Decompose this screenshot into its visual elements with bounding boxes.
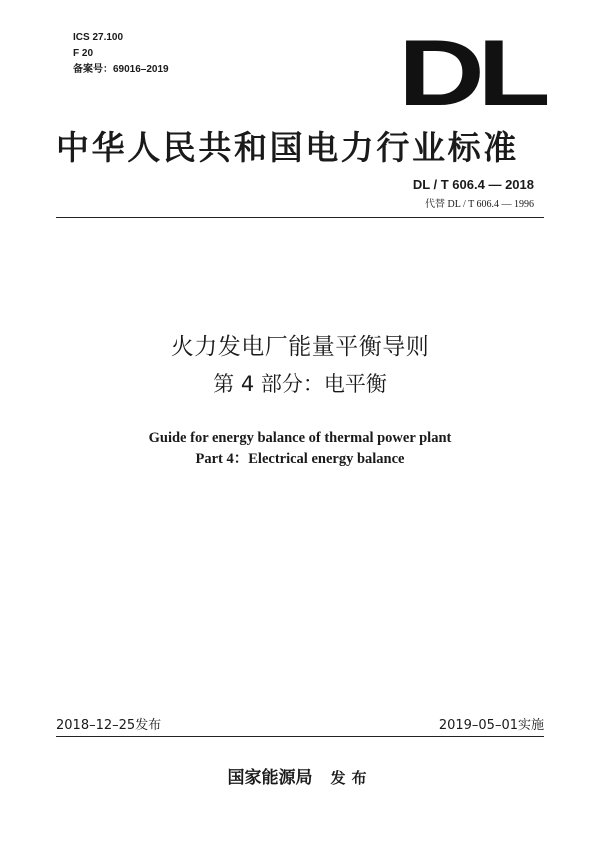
standard-number: DL / T 606.4 — 2018 xyxy=(412,177,534,192)
issuer-verb: 发布 xyxy=(330,769,373,787)
standard-category-title: 中华人民共和国电力行业标准 xyxy=(56,128,519,167)
document-title-en xyxy=(0,428,600,470)
document-title-en-line2: Part 4：Electrical energy balance xyxy=(195,451,405,467)
effective-date: 2019–05–01实施 xyxy=(438,718,544,733)
dl-logo: DL xyxy=(398,20,544,125)
document-subtitle-cn: 第 4 部分：电平衡 xyxy=(213,372,387,396)
footer-divider xyxy=(56,736,544,737)
issuer-name: 国家能源局 xyxy=(227,768,313,788)
header-divider xyxy=(56,217,544,218)
ics-code: ICS 27.100 xyxy=(73,32,124,43)
record-number: 备案号：69016–2019 xyxy=(73,64,169,75)
issue-date: 2018–12–25发布 xyxy=(56,718,162,733)
standard-metadata xyxy=(73,30,169,78)
replaces-standard: 代替 DL / T 606.4 — 1996 xyxy=(425,199,534,210)
category-code: F 20 xyxy=(73,48,94,59)
document-title-cn: 火力发电厂能量平衡导则 xyxy=(170,334,430,360)
issuer xyxy=(0,763,600,788)
document-title-en-line1: Guide for energy balance of thermal power plant xyxy=(148,430,452,446)
